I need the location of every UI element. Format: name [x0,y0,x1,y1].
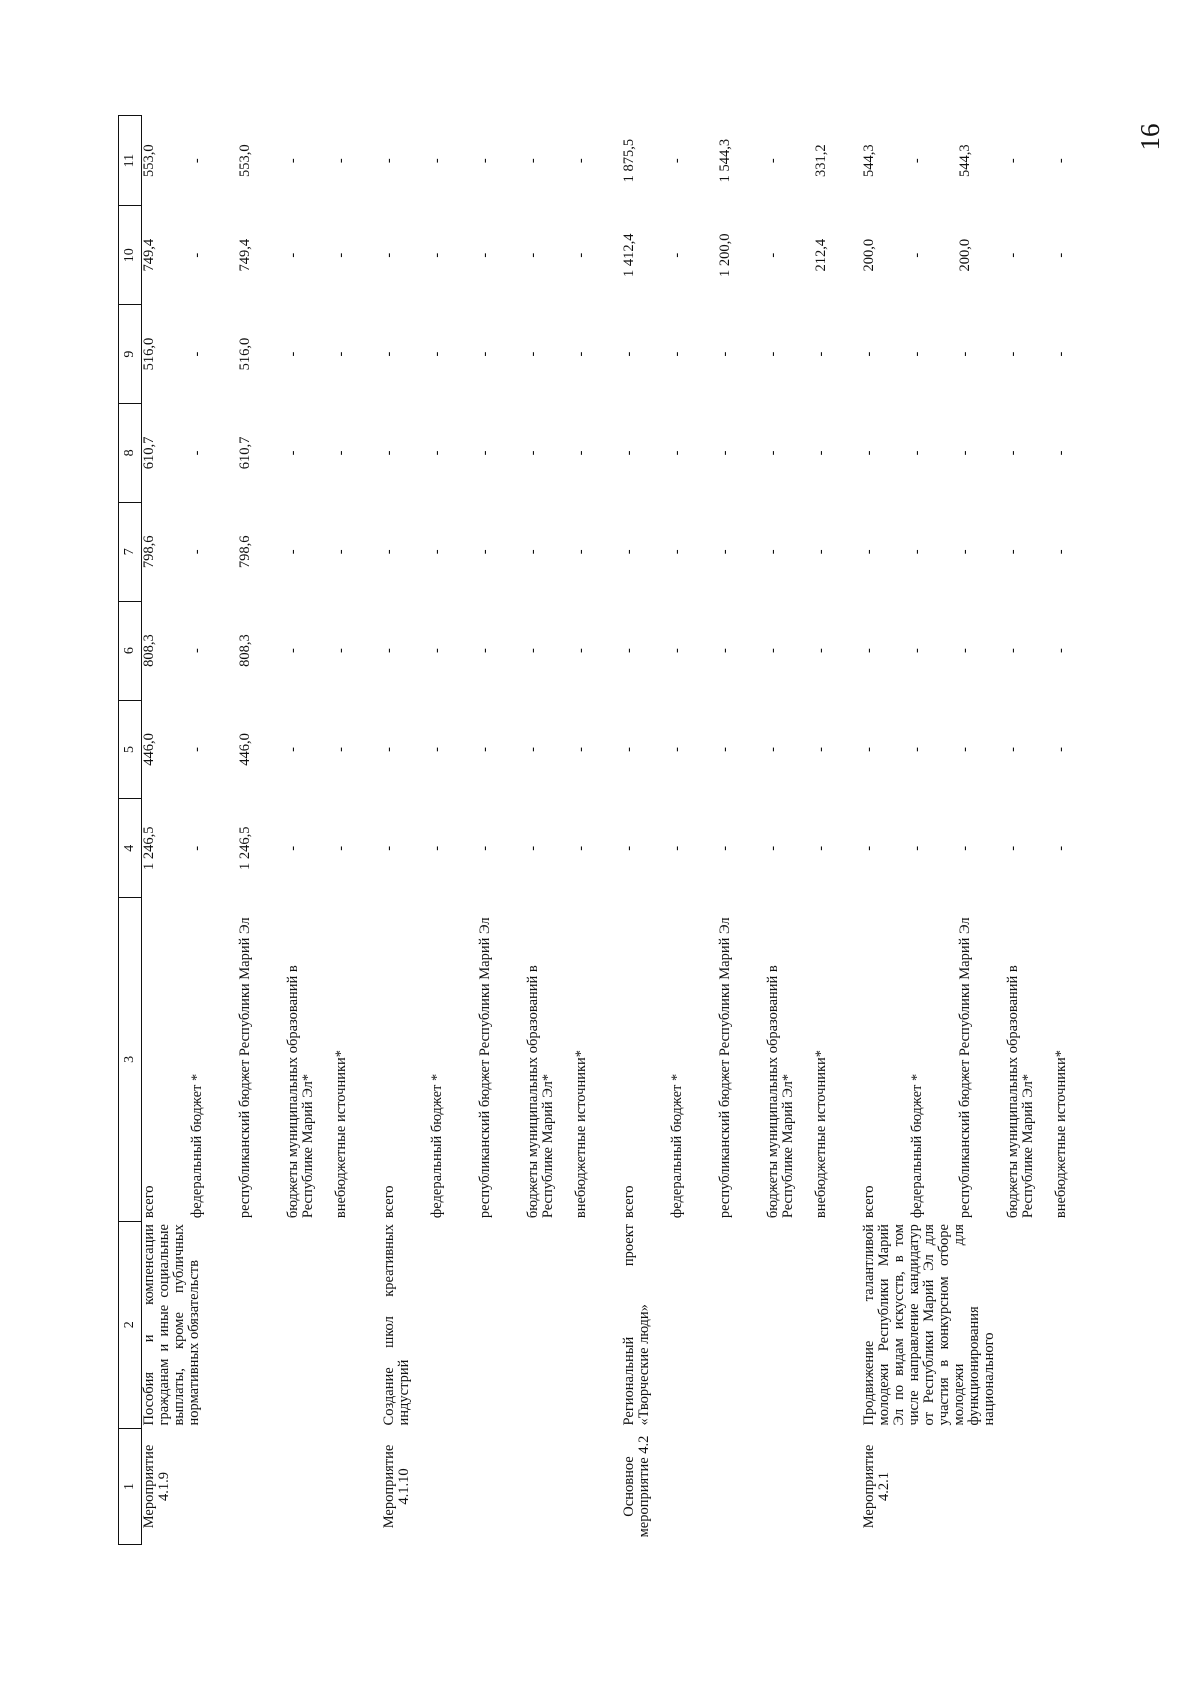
value-cell: - [1053,450,1069,456]
value-cell: - [717,648,733,654]
table-row [142,116,191,1545]
value-cell: 200,0 [957,238,973,272]
value-cell: - [1053,252,1069,258]
funding-source-cell: бюджеты муниципальных образований в Республике Марий Эл* [1005,965,1036,1219]
funding-source-cell: бюджеты муниципальных образований в Республике Марий Эл* [765,965,796,1219]
value-cell: 553,0 [141,144,157,177]
value-cell: 516,0 [141,337,157,371]
value-cell: - [477,549,493,555]
column-number: 7 [119,502,142,601]
header-top-rule [108,116,119,1545]
value-cell: - [717,549,733,555]
column-number: 1 [119,1428,142,1544]
value-cell: - [765,747,781,752]
funding-source-cell: федеральный бюджет * [909,1073,925,1219]
value-cell: - [1005,747,1021,752]
value-cell: - [861,549,877,555]
measure-id-cell: Мероприятие 4.1.9 [141,1444,172,1529]
value-cell: - [285,648,301,654]
value-cell: - [909,450,925,456]
value-cell: 749,4 [141,238,157,272]
measure-id-cell: Мероприятие 4.2.1 [861,1444,892,1529]
value-cell: - [717,450,733,456]
value-cell: - [333,747,349,752]
value-cell: - [477,747,493,752]
value-cell: - [381,252,397,258]
funding-source-cell: федеральный бюджет * [669,1073,685,1219]
column-number: 9 [119,305,142,404]
value-cell: 516,0 [237,337,253,371]
value-cell: - [285,845,301,851]
value-cell: - [525,450,541,456]
value-cell: - [621,747,637,752]
value-cell: - [525,549,541,555]
value-cell: - [621,549,637,555]
value-cell: - [765,450,781,456]
funding-source-cell: всего [621,1185,637,1219]
value-cell: - [909,252,925,258]
value-cell: - [1005,252,1021,258]
value-cell: - [573,845,589,851]
value-cell: - [765,252,781,258]
table-row [622,116,670,1545]
value-cell: - [669,549,685,555]
value-cell: - [957,747,973,752]
value-cell: - [765,351,781,357]
value-cell: 446,0 [237,733,253,766]
value-cell: - [429,747,445,752]
value-cell: - [381,747,397,752]
value-cell: - [333,450,349,456]
value-cell: - [621,351,637,357]
value-cell: 808,3 [237,634,253,667]
value-cell: - [189,747,205,752]
value-cell: 610,7 [237,436,253,470]
value-cell: - [1005,648,1021,654]
value-cell: - [1053,549,1069,555]
value-cell: - [861,351,877,357]
column-number: 3 [119,898,142,1221]
value-cell: - [429,845,445,851]
funding-source-cell: республиканский бюджет Республики Марий Эл [477,917,493,1219]
value-cell: - [333,648,349,654]
value-cell: - [429,648,445,654]
value-cell: - [285,450,301,456]
value-cell: - [525,845,541,851]
value-cell: 1 544,3 [717,138,733,183]
value-cell: - [1053,158,1069,164]
value-cell: 1 200,0 [717,233,733,277]
value-cell: - [477,450,493,456]
value-cell: - [669,252,685,258]
funding-source-cell: республиканский бюджет Республики Марий Эл [717,917,733,1219]
value-cell: - [381,450,397,456]
funding-source-cell: бюджеты муниципальных образований в Республике Марий Эл* [285,965,316,1219]
value-cell: - [525,351,541,357]
measure-description-cell: Продвижение талантливой молодежи Республики Марий Эл по видам искусств, в том числе направление кандидатур от Республики Марий Эл для участия в конкурсном отборе молодежи для функционирования национального [861,1224,997,1426]
value-cell: 446,0 [141,733,157,766]
value-cell: - [477,845,493,851]
value-cell: - [525,252,541,258]
value-cell: - [285,351,301,357]
funding-source-cell: внебюджетные источники* [1053,1049,1069,1219]
value-cell: - [813,845,829,851]
value-cell: 1 875,5 [621,138,637,183]
funding-source-cell: федеральный бюджет * [429,1073,445,1219]
value-cell: 749,4 [237,238,253,272]
funding-source-cell: всего [141,1185,157,1219]
value-cell: - [477,158,493,164]
value-cell: - [1053,648,1069,654]
value-cell: - [1005,450,1021,456]
measure-id-cell: Основное мероприятие 4.2 [621,1435,652,1538]
value-cell: - [573,549,589,555]
value-cell: - [1053,747,1069,752]
value-cell: - [1005,845,1021,851]
page-number: 16 [1135,123,1165,151]
value-cell: - [669,158,685,164]
funding-source-cell: внебюджетные источники* [333,1049,349,1219]
value-cell: - [333,252,349,258]
rotated-table-wrapper [108,115,1108,1545]
value-cell: - [525,747,541,752]
value-cell: - [477,648,493,654]
value-cell: - [333,158,349,164]
value-cell: 331,2 [813,144,829,177]
value-cell: - [813,450,829,456]
funding-source-cell: всего [381,1185,397,1219]
value-cell: 553,0 [237,144,253,177]
value-cell: - [477,252,493,258]
value-cell: - [429,351,445,357]
value-cell: - [957,351,973,357]
value-cell: 544,3 [861,144,877,177]
value-cell: - [669,747,685,752]
value-cell: - [1005,549,1021,555]
value-cell: 1 246,5 [237,826,253,871]
value-cell: - [861,648,877,654]
value-cell: - [1005,158,1021,164]
value-cell: - [957,549,973,555]
funding-source-cell: внебюджетные источники* [573,1049,589,1219]
column-number: 6 [119,601,142,700]
value-cell: 1 246,5 [141,826,157,871]
funding-source-cell: всего [861,1185,877,1219]
value-cell: - [189,450,205,456]
value-cell: - [285,549,301,555]
value-cell: - [813,549,829,555]
value-cell: - [573,252,589,258]
value-cell: - [909,158,925,164]
value-cell: - [285,158,301,164]
value-cell: 610,7 [141,436,157,470]
value-cell: - [669,845,685,851]
value-cell: - [717,351,733,357]
value-cell: - [909,351,925,357]
value-cell: - [573,351,589,357]
value-cell: 808,3 [141,634,157,667]
measure-description-cell: Региональный проект «Творческие люди» [621,1224,652,1426]
value-cell: - [429,450,445,456]
value-cell: - [957,450,973,456]
value-cell: - [1005,351,1021,357]
funding-source-cell: внебюджетные источники* [813,1049,829,1219]
value-cell: - [381,549,397,555]
value-cell: - [861,747,877,752]
value-cell: - [669,648,685,654]
value-cell: - [189,252,205,258]
measure-id-cell: Мероприятие 4.1.10 [381,1444,412,1529]
value-cell: - [669,351,685,357]
value-cell: - [381,845,397,851]
value-cell: 798,6 [141,535,157,569]
value-cell: - [333,845,349,851]
value-cell: - [333,549,349,555]
value-cell: - [909,845,925,851]
value-cell: - [525,158,541,164]
value-cell: 544,3 [957,144,973,177]
value-cell: - [765,845,781,851]
value-cell: - [573,450,589,456]
funding-source-cell: республиканский бюджет Республики Марий Эл [957,917,973,1219]
table-row [862,116,910,1545]
value-cell: - [333,351,349,357]
value-cell: 798,6 [237,535,253,569]
value-cell: - [909,747,925,752]
value-cell: - [573,648,589,654]
value-cell: - [573,747,589,752]
column-number: 2 [119,1221,142,1428]
value-cell: - [429,158,445,164]
value-cell: - [717,747,733,752]
value-cell: - [909,549,925,555]
value-cell: - [189,351,205,357]
table-body [142,116,1103,1545]
funding-source-cell: бюджеты муниципальных образований в Республике Марий Эл* [525,965,556,1219]
value-cell: - [1053,351,1069,357]
value-cell: - [813,648,829,654]
value-cell: - [813,747,829,752]
value-cell: - [765,158,781,164]
value-cell: - [813,351,829,357]
value-cell: - [285,747,301,752]
value-cell: - [189,845,205,851]
value-cell: - [861,450,877,456]
value-cell: - [621,648,637,654]
column-number: 10 [119,206,142,305]
value-cell: 1 412,4 [621,233,637,277]
column-number-row [119,116,142,1545]
column-number: 11 [119,116,142,206]
column-number: 8 [119,404,142,503]
column-number: 5 [119,700,142,799]
value-cell: - [381,351,397,357]
value-cell: - [525,648,541,654]
value-cell: - [909,648,925,654]
funding-source-cell: республиканский бюджет Республики Марий Эл [237,917,253,1219]
value-cell: - [957,648,973,654]
value-cell: - [429,252,445,258]
value-cell: - [189,549,205,555]
value-cell: - [621,845,637,851]
column-number: 4 [119,799,142,898]
value-cell: - [861,845,877,851]
value-cell: - [1053,845,1069,851]
value-cell: - [429,549,445,555]
measure-description-cell: Пособия и компенсации гражданам и иные социальные выплаты, кроме публичных нормативных обязательств [141,1224,202,1426]
value-cell: - [765,648,781,654]
value-cell: - [381,648,397,654]
funding-source-cell: федеральный бюджет * [189,1073,205,1219]
value-cell: - [285,252,301,258]
value-cell: - [621,450,637,456]
value-cell: 212,4 [813,238,829,272]
budget-table [108,115,1102,1545]
table-row [382,116,430,1545]
value-cell: - [717,845,733,851]
value-cell: - [573,158,589,164]
measure-description-cell: Создание школ креативных индустрий [381,1224,412,1426]
value-cell: - [189,158,205,164]
value-cell: - [669,450,685,456]
value-cell: - [381,158,397,164]
value-cell: - [477,351,493,357]
value-cell: 200,0 [861,238,877,272]
value-cell: - [189,648,205,654]
value-cell: - [957,845,973,851]
value-cell: - [765,549,781,555]
